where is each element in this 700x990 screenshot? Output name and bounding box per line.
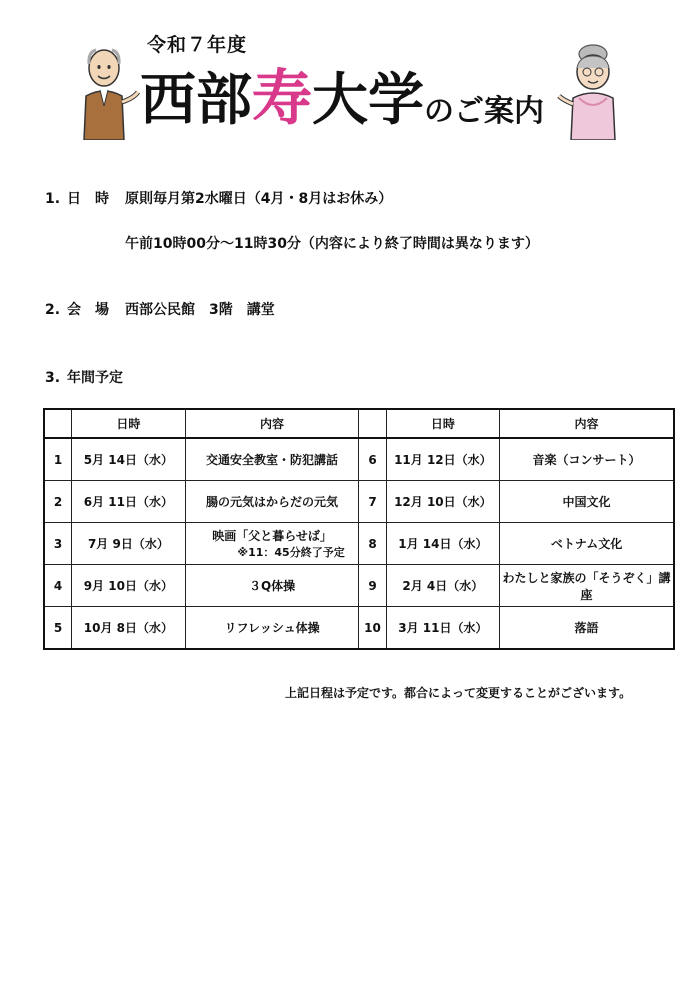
row-date: 12月 10日（水） — [386, 481, 500, 523]
section-annual-schedule — [45, 367, 123, 387]
row-number: 2 — [44, 481, 72, 523]
row-number: 4 — [44, 565, 72, 607]
table-row — [44, 438, 674, 481]
table-row — [44, 565, 674, 607]
row-date: 5月 14日（水） — [72, 438, 186, 481]
row-content: リフレッシュ体操 — [185, 607, 359, 650]
row-content: ベトナム文化 — [500, 523, 674, 565]
row-date: 11月 12日（水） — [386, 438, 500, 481]
section-number: 1. — [45, 191, 61, 207]
row-content — [185, 523, 359, 565]
header-content: 内容 — [500, 409, 674, 438]
row-number: 8 — [359, 523, 386, 565]
header-date: 日時 — [386, 409, 500, 438]
elderly-woman-illustration — [555, 42, 627, 140]
row-content: 腸の元気はからだの元気 — [185, 481, 359, 523]
table-row — [44, 481, 674, 523]
schedule-table — [43, 408, 675, 650]
header-no — [359, 409, 386, 438]
section-datetime — [45, 188, 392, 208]
row-content-note: ※11：45分終了予定 — [237, 546, 345, 559]
row-number: 7 — [359, 481, 386, 523]
page-title — [140, 66, 544, 136]
header — [0, 0, 700, 150]
header-date: 日時 — [72, 409, 186, 438]
title-seibu: 西部 — [140, 68, 252, 133]
header-no — [44, 409, 72, 438]
row-number: 6 — [359, 438, 386, 481]
row-content: 中国文化 — [500, 481, 674, 523]
row-date: 1月 14日（水） — [386, 523, 500, 565]
title-daigaku: 大学 — [312, 68, 424, 133]
fiscal-year: 令和７年度 — [147, 34, 248, 56]
row-content: わたしと家族の「そうぞく」講座 — [500, 565, 674, 607]
section-venue — [45, 299, 275, 319]
row-content: 交通安全教室・防犯講話 — [185, 438, 359, 481]
row-content: 音楽（コンサート） — [500, 438, 674, 481]
row-date: 10月 8日（水） — [72, 607, 186, 650]
row-date: 6月 11日（水） — [72, 481, 186, 523]
row-number: 1 — [44, 438, 72, 481]
row-content: ３Q体操 — [185, 565, 359, 607]
section-label: 日 時 — [67, 191, 109, 207]
row-date: 2月 4日（水） — [386, 565, 500, 607]
section-number: 3. — [45, 370, 61, 386]
venue-value: 西部公民館 3階 講堂 — [125, 302, 275, 318]
row-date: 3月 11日（水） — [386, 607, 500, 650]
title-kotobuki: 寿 — [252, 64, 312, 134]
row-date: 7月 9日（水） — [72, 523, 186, 565]
elderly-man-illustration — [74, 44, 140, 140]
row-number: 3 — [44, 523, 72, 565]
table-header-row — [44, 409, 674, 438]
header-content: 内容 — [185, 409, 359, 438]
datetime-hours: 午前10時00分～11時30分（内容により終了時間は異なります） — [125, 236, 539, 252]
title-suffix: のご案内 — [424, 94, 544, 129]
row-number: 10 — [359, 607, 386, 650]
section-label: 年間予定 — [67, 370, 123, 386]
table-row — [44, 607, 674, 650]
row-content: 落語 — [500, 607, 674, 650]
row-number: 5 — [44, 607, 72, 650]
table-row — [44, 523, 674, 565]
row-date: 9月 10日（水） — [72, 565, 186, 607]
row-number: 9 — [359, 565, 386, 607]
schedule-note: 上記日程は予定です。都合によって変更することがございます。 — [285, 686, 632, 700]
datetime-schedule: 原則毎月第2水曜日（4月・8月はお休み） — [125, 191, 393, 207]
row-content-main: 映画「父と暮らせば」 — [212, 529, 332, 543]
section-label: 会 場 — [67, 302, 109, 318]
section-number: 2. — [45, 302, 61, 318]
